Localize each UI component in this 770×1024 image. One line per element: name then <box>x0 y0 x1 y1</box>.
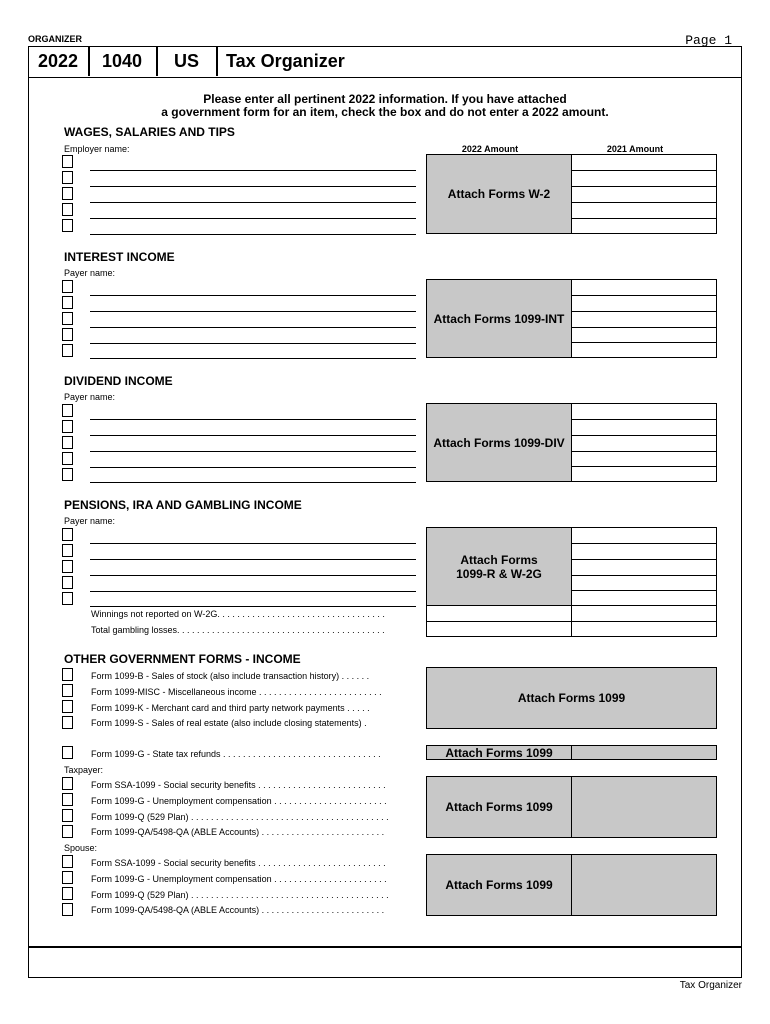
page-number: Page 1 <box>685 33 732 48</box>
intro-line-2: a government form for an item, check the box and do not enter a 2022 amount. <box>161 105 609 119</box>
losses-2021-field[interactable] <box>571 621 717 637</box>
payer-name-line[interactable] <box>90 419 416 420</box>
grid-line <box>572 559 716 560</box>
taxpayer-label: Taxpayer: <box>64 765 104 775</box>
attached-checkbox[interactable] <box>62 404 73 417</box>
header-divider <box>216 46 218 76</box>
attach-1099-div-label: Attach Forms 1099-DIV <box>433 435 565 450</box>
taxpayer-ssa1099-checkbox[interactable] <box>62 777 73 790</box>
payer-name-line[interactable] <box>90 559 416 560</box>
attach-1099r-label-1: Attach Forms <box>460 552 538 567</box>
grid-line <box>572 466 716 467</box>
payer-name-line[interactable] <box>90 327 416 328</box>
form-1099s-label: Form 1099-S - Sales of real estate (also include closing statements) . <box>91 718 367 728</box>
gambling-losses-label: Total gambling losses. . . . . . . . . . . . . . . . . . . . . . . . . . . . . . . . . . . . . . . . . . <box>91 625 385 635</box>
attached-checkbox[interactable] <box>62 155 73 168</box>
wages-2021-column[interactable] <box>571 154 717 234</box>
attach-1099-div-box <box>426 403 572 482</box>
attach-1099-label: Attach Forms 1099 <box>517 691 626 705</box>
employer-name-line[interactable] <box>90 234 416 235</box>
attached-checkbox[interactable] <box>62 296 73 309</box>
winnings-label: Winnings not reported on W-2G. . . . . . . . . . . . . . . . . . . . . . . . . . . . . . . . . . <box>91 609 385 619</box>
refund-2021-field[interactable] <box>571 745 717 760</box>
grid-line <box>572 218 716 219</box>
attached-checkbox[interactable] <box>62 452 73 465</box>
pensions-2021-column[interactable] <box>571 527 717 606</box>
attach-1099-spouse-box <box>426 854 572 916</box>
taxpayer-2021-field[interactable] <box>571 776 717 838</box>
taxpayer-1099q-checkbox[interactable] <box>62 809 73 822</box>
attached-checkbox[interactable] <box>62 436 73 449</box>
payer-name-line[interactable] <box>90 295 416 296</box>
spouse-ssa1099-label: Form SSA-1099 - Social security benefits . . . . . . . . . . . . . . . . . . . . . . . . . . <box>91 858 386 868</box>
dividend-2021-column[interactable] <box>571 403 717 482</box>
attached-checkbox[interactable] <box>62 560 73 573</box>
taxpayer-1099g-checkbox[interactable] <box>62 793 73 806</box>
spouse-1099q-label: Form 1099-Q (529 Plan) . . . . . . . . . . . . . . . . . . . . . . . . . . . . . . . . . . . . . . . . <box>91 890 389 900</box>
column-header-2021: 2021 Amount <box>606 144 664 154</box>
footer-label: Tax Organizer <box>679 980 742 991</box>
attach-1099-spouse-label: Attach Forms 1099 <box>445 878 553 892</box>
employer-name-line[interactable] <box>90 170 416 171</box>
attach-1099-taxpayer-box <box>426 776 572 838</box>
attach-w2-label: Attach Forms W-2 <box>447 187 551 201</box>
employer-name-line[interactable] <box>90 218 416 219</box>
interest-section-title: INTEREST INCOME <box>64 250 175 264</box>
taxpayer-1099qa-label: Form 1099-QA/5498-QA (ABLE Accounts) . . . . . . . . . . . . . . . . . . . . . . . . . <box>91 827 385 837</box>
payer-name-line[interactable] <box>90 482 416 483</box>
attach-1099-int-label: Attach Forms 1099-INT <box>433 311 565 326</box>
form-number: 1040 <box>102 51 143 71</box>
spouse-1099g-checkbox[interactable] <box>62 871 73 884</box>
losses-2022-field[interactable] <box>426 621 572 637</box>
attached-checkbox[interactable] <box>62 328 73 341</box>
attach-1099r-w2g-box <box>426 527 572 606</box>
attach-1099-box <box>426 667 717 729</box>
payer-name-line[interactable] <box>90 311 416 312</box>
header-divider <box>88 46 90 76</box>
attached-checkbox[interactable] <box>62 280 73 293</box>
interest-payer-label: Payer name: <box>64 268 116 278</box>
wages-section-title: WAGES, SALARIES AND TIPS <box>64 125 235 139</box>
taxpayer-1099g-label: Form 1099-G - Unemployment compensation . . . . . . . . . . . . . . . . . . . . . . . <box>91 796 387 806</box>
attached-checkbox[interactable] <box>62 312 73 325</box>
intro-line-1: Please enter all pertinent 2022 information. If you have attached <box>203 92 567 106</box>
payer-name-line[interactable] <box>90 343 416 344</box>
grid-line <box>572 311 716 312</box>
payer-name-line[interactable] <box>90 467 416 468</box>
attached-checkbox[interactable] <box>62 528 73 541</box>
grid-line <box>572 170 716 171</box>
attach-1099-refund-box <box>426 745 572 760</box>
attached-checkbox[interactable] <box>62 171 73 184</box>
attach-1099r-label-2: 1099-R & W-2G <box>456 566 542 581</box>
attached-checkbox[interactable] <box>62 592 73 605</box>
taxpayer-1099q-label: Form 1099-Q (529 Plan) . . . . . . . . . . . . . . . . . . . . . . . . . . . . . . . . . . . . . . . . <box>91 812 389 822</box>
form-1099k-label: Form 1099-K - Merchant card and third party network payments . . . . . <box>91 703 370 713</box>
spouse-1099qa-checkbox[interactable] <box>62 903 73 916</box>
winnings-2022-field[interactable] <box>426 605 572 622</box>
form-1099b-label: Form 1099-B - Sales of stock (also include transaction history) . . . . . . <box>91 671 370 681</box>
employer-name-line[interactable] <box>90 202 416 203</box>
spouse-ssa1099-checkbox[interactable] <box>62 855 73 868</box>
form-1099misc-label: Form 1099-MISC - Miscellaneous income . . . . . . . . . . . . . . . . . . . . . . . . . <box>91 687 382 697</box>
pensions-section-title: PENSIONS, IRA AND GAMBLING INCOME <box>64 498 302 512</box>
attached-checkbox[interactable] <box>62 203 73 216</box>
spouse-1099g-label: Form 1099-G - Unemployment compensation . . . . . . . . . . . . . . . . . . . . . . . <box>91 874 387 884</box>
interest-2021-column[interactable] <box>571 279 717 358</box>
footer-divider <box>28 946 742 948</box>
payer-name-line[interactable] <box>90 543 416 544</box>
form-title: Tax Organizer <box>226 51 345 71</box>
form-1099s-checkbox[interactable] <box>62 716 73 729</box>
grid-line <box>572 186 716 187</box>
grid-line <box>572 575 716 576</box>
payer-name-line[interactable] <box>90 435 416 436</box>
taxpayer-1099qa-checkbox[interactable] <box>62 825 73 838</box>
column-header-2022: 2022 Amount <box>461 144 519 154</box>
attached-checkbox[interactable] <box>62 576 73 589</box>
form-1099g-refund-checkbox[interactable] <box>62 746 73 759</box>
pensions-payer-label: Payer name: <box>64 516 116 526</box>
payer-name-line[interactable] <box>90 358 416 359</box>
attached-checkbox[interactable] <box>62 468 73 481</box>
payer-name-line[interactable] <box>90 451 416 452</box>
payer-name-line[interactable] <box>90 575 416 576</box>
organizer-label: ORGANIZER <box>28 34 82 44</box>
form-header <box>28 46 742 78</box>
spouse-1099q-checkbox[interactable] <box>62 887 73 900</box>
tax-year: 2022 <box>38 51 79 71</box>
grid-line <box>572 342 716 343</box>
spouse-label: Spouse: <box>64 843 98 853</box>
dividend-section-title: DIVIDEND INCOME <box>64 374 173 388</box>
attach-1099-refund-label: Attach Forms 1099 <box>445 745 553 760</box>
spouse-2021-field[interactable] <box>571 854 717 916</box>
attached-checkbox[interactable] <box>62 544 73 557</box>
form-1099misc-checkbox[interactable] <box>62 684 73 697</box>
winnings-2021-field[interactable] <box>571 605 717 622</box>
grid-line <box>572 295 716 296</box>
employer-name-label: Employer name: <box>64 144 130 154</box>
attach-1099-taxpayer-label: Attach Forms 1099 <box>445 800 553 814</box>
employer-name-line[interactable] <box>90 186 416 187</box>
grid-line <box>572 543 716 544</box>
attached-checkbox[interactable] <box>62 344 73 357</box>
form-1099g-refund-label: Form 1099-G - State tax refunds . . . . . . . . . . . . . . . . . . . . . . . . . . . . . . . . <box>91 749 381 759</box>
country-code: US <box>174 51 200 71</box>
grid-line <box>572 327 716 328</box>
attach-1099-int-box <box>426 279 572 358</box>
dividend-payer-label: Payer name: <box>64 392 116 402</box>
attached-checkbox[interactable] <box>62 219 73 232</box>
grid-line <box>572 590 716 591</box>
other-forms-section-title: OTHER GOVERNMENT FORMS - INCOME <box>64 652 301 666</box>
grid-line <box>572 202 716 203</box>
grid-line <box>572 451 716 452</box>
form-1099k-checkbox[interactable] <box>62 700 73 713</box>
taxpayer-ssa1099-label: Form SSA-1099 - Social security benefits . . . . . . . . . . . . . . . . . . . . . . . . . . <box>91 780 386 790</box>
header-divider <box>156 46 158 76</box>
payer-name-line[interactable] <box>90 606 416 607</box>
grid-line <box>572 419 716 420</box>
attached-checkbox[interactable] <box>62 420 73 433</box>
attach-w2-box <box>426 154 572 234</box>
form-1099b-checkbox[interactable] <box>62 668 73 681</box>
attached-checkbox[interactable] <box>62 187 73 200</box>
payer-name-line[interactable] <box>90 591 416 592</box>
grid-line <box>572 435 716 436</box>
spouse-1099qa-label: Form 1099-QA/5498-QA (ABLE Accounts) . . . . . . . . . . . . . . . . . . . . . . . . . <box>91 905 385 915</box>
